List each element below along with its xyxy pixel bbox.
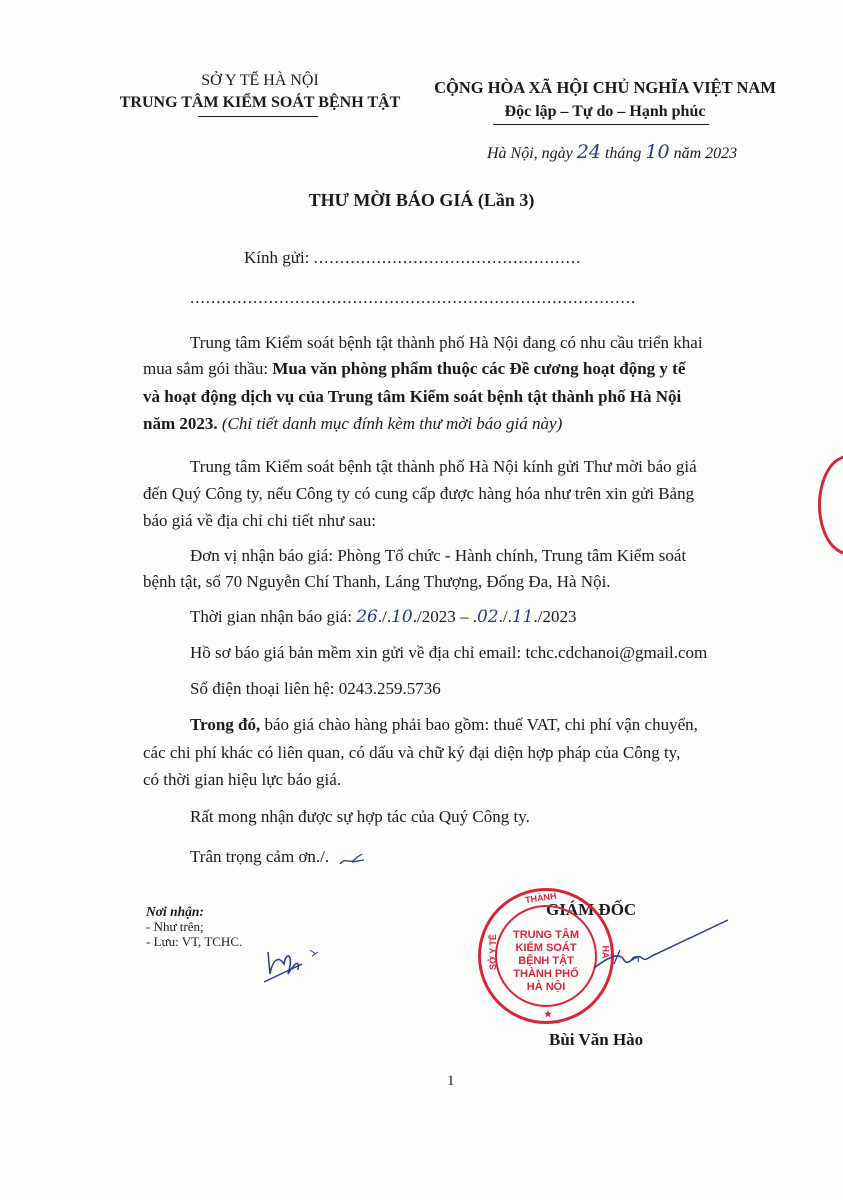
edge-seal-fragment: [818, 455, 843, 555]
p3-line2: bệnh tật, số 70 Nguyễn Chí Thanh, Láng Thượng, Đống Đa, Hà Nội.: [143, 572, 611, 591]
seal-star: ★: [544, 1009, 553, 1019]
date-month: 10: [645, 141, 670, 163]
seal-ring-text: THÀNH: [524, 890, 558, 906]
date-month-label: tháng: [604, 145, 642, 162]
package-year: năm 2023.: [143, 414, 218, 433]
date-year: năm 2023: [673, 145, 738, 162]
time-separator: –: [455, 607, 473, 626]
p3-line1: Đơn vị nhận báo giá: Phòng Tổ chức - Hành chính, Trung tâm Kiểm soát: [190, 546, 687, 565]
receive-time: Thời gian nhận báo giá: 26./.10./2023 – .02./.11./2023: [190, 607, 577, 627]
issuing-authority: [100, 70, 420, 114]
from-day: 26: [356, 607, 378, 627]
p1-line2: [143, 354, 685, 384]
from-month: 10: [391, 607, 413, 627]
initial-signature: [258, 944, 328, 989]
national-heading: [425, 76, 785, 124]
p4-line2: các chi phí khác có liên quan, có dấu và chữ ký đại diện hợp pháp của Công ty,: [143, 743, 681, 762]
p2-line2: đến Quý Công ty, nếu Công ty có cung cấp được hàng hóa như trên xin gửi Bảng: [143, 484, 695, 503]
attachment-note: (Chi tiết danh mục đính kèm thư mời báo giá này): [217, 414, 563, 433]
email-line: Hồ sơ báo giá bản mềm xin gửi về địa chỉ email: tchc.cdchanoi@gmail.com: [190, 643, 708, 662]
director-signature: [590, 912, 730, 982]
recipient-label: Kính gửi:: [244, 248, 310, 267]
date-day: 24: [576, 141, 601, 163]
date-prefix: Hà Nội, ngày: [487, 145, 573, 162]
p1-line4: [143, 409, 562, 439]
parent-agency: SỞ Y TẾ HÀ NỘI: [201, 72, 319, 89]
to-month: 11: [511, 607, 534, 627]
seal-line: THÀNH PHỐ: [513, 968, 579, 980]
initial-mark: [338, 850, 368, 870]
recipient-line: [244, 243, 581, 273]
recipient-item: - Lưu: VT, TCHC.: [146, 934, 243, 949]
p1-text: mua sắm gói thầu:: [143, 359, 273, 378]
recipient-item: - Như trên;: [146, 919, 204, 934]
receive-time-label: Thời gian nhận báo giá:: [190, 607, 357, 626]
recipient-blank-2: [190, 283, 636, 313]
national-motto: Độc lập – Tự do – Hạnh phúc: [504, 103, 706, 120]
recipient-blank: ...................................................: [313, 248, 582, 267]
seal-ring-text: SỞ Y TẾ: [487, 934, 498, 970]
document-title: THƯ MỜI BÁO GIÁ (Lần 3): [308, 190, 535, 210]
phone-line: Số điện thoại liên hệ: 0243.259.5736: [190, 679, 441, 698]
p1-line1: Trung tâm Kiểm soát bệnh tật thành phố Hà Nội đang có nhu cầu triển khai: [190, 333, 703, 352]
to-day: 02: [476, 607, 499, 627]
from-year: /2023: [416, 607, 456, 626]
recipient-dots: .....................................................................................: [190, 288, 637, 307]
package-name-part2: và hoạt động dịch vụ của Trung tâm Kiểm soát bệnh tật thành phố Hà Nội: [143, 387, 682, 406]
motto-underline: [493, 124, 709, 125]
p4-text: báo giá chào hàng phải bao gồm: thuế VAT, chi phí vận chuyển,: [260, 715, 698, 734]
seal-ring-text: HÀ: [600, 945, 611, 959]
signer-name: Bùi Văn Hào: [549, 1030, 644, 1049]
package-name-part1: Mua văn phòng phẩm thuộc các Đề cương hoạt động y tế: [272, 359, 686, 378]
signer-position: GIÁM ĐỐC: [546, 900, 637, 919]
closing-line: Rất mong nhận được sự hợp tác của Quý Công ty.: [190, 807, 530, 826]
to-year: /2023: [537, 607, 577, 626]
p2-line3: báo giá về địa chỉ chi tiết như sau:: [143, 511, 376, 530]
seal-line: HÀ NỘI: [526, 981, 566, 993]
p2-line1: Trung tâm Kiểm soát bệnh tật thành phố Hà Nội kính gửi Thư mời báo giá: [190, 457, 697, 476]
agency-name: TRUNG TÂM KIỂM SOÁT BỆNH TẬT: [119, 94, 401, 111]
p4-line3: có thời gian hiệu lực báo giá.: [143, 770, 342, 789]
country-name: CỘNG HÒA XÃ HỘI CHỦ NGHĨA VIỆT NAM: [434, 78, 776, 97]
page-number: 1: [447, 1073, 455, 1089]
seal-line: TRUNG TÂM: [513, 929, 579, 941]
recipients-title: Nơi nhận:: [146, 904, 204, 919]
recipients-note: [146, 904, 242, 949]
seal-line: BỆNH TẬT: [518, 955, 574, 967]
agency-underline: [198, 116, 318, 117]
p4-line1: [190, 710, 698, 740]
seal-line: KIỂM SOÁT: [515, 942, 577, 954]
p4-lead: Trong đó,: [190, 715, 261, 734]
document-date: [487, 141, 737, 163]
thanks-line: Trân trọng cảm ơn./.: [190, 847, 330, 866]
